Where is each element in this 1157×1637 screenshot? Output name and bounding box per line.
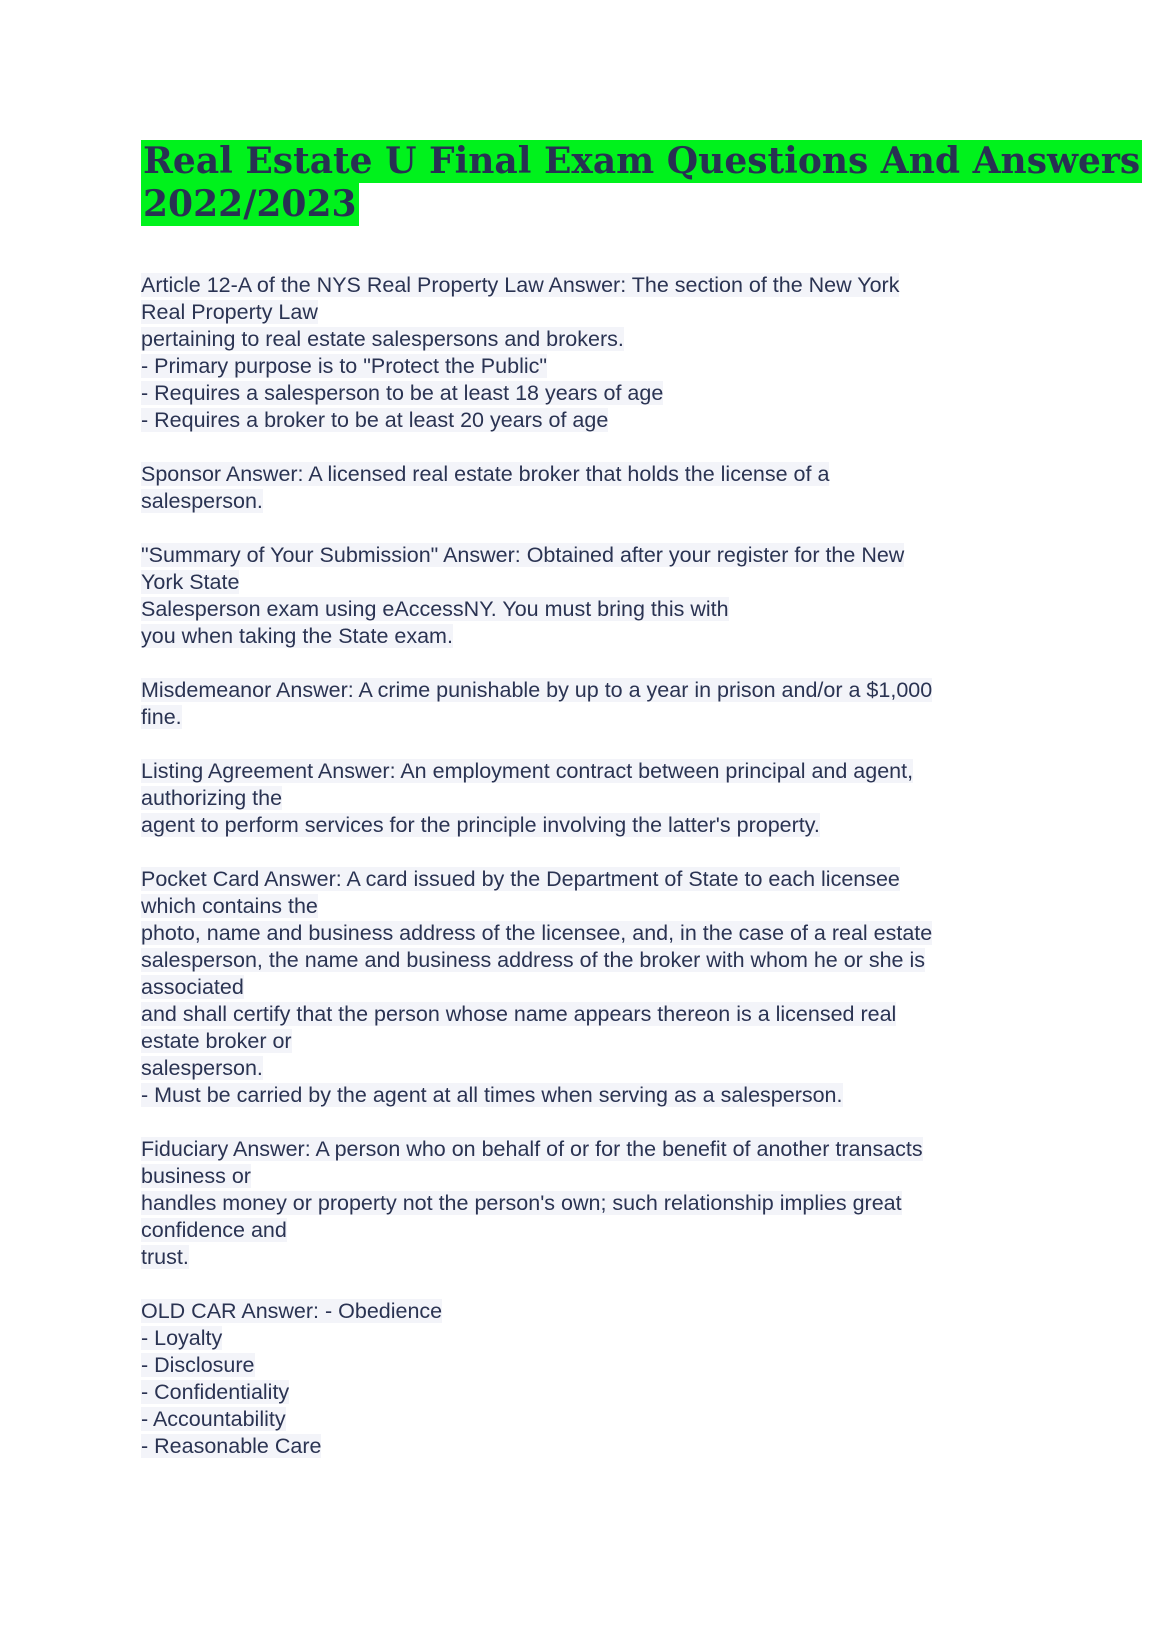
- qa-line: [141, 974, 1041, 1001]
- qa-line-text: handles money or property not the person's own; such relationship implies great: [141, 1191, 902, 1215]
- qa-line: [141, 542, 1041, 569]
- qa-line-text: Salesperson exam using eAccessNY. You must bring this with: [141, 597, 729, 621]
- qa-entry: [141, 758, 1041, 839]
- qa-line-text: - Accountability: [141, 1407, 286, 1431]
- qa-line-text: "Summary of Your Submission" Answer: Obtained after your register for the New: [141, 543, 905, 567]
- qa-line-text: business or: [141, 1164, 251, 1188]
- qa-line-text: and shall certify that the person whose name appears thereon is a licensed real: [141, 1002, 897, 1026]
- qa-line-text: Listing Agreement Answer: An employment contract between principal and agent,: [141, 759, 914, 783]
- qa-line: [141, 1379, 1041, 1406]
- qa-line: [141, 569, 1041, 596]
- qa-line: [141, 1082, 1041, 1109]
- qa-line-text: authorizing the: [141, 786, 283, 810]
- qa-line: [141, 461, 1041, 488]
- qa-line: [141, 380, 1041, 407]
- qa-line: [141, 1163, 1041, 1190]
- qa-line: [141, 596, 1041, 623]
- qa-line-text: salesperson.: [141, 1056, 263, 1080]
- qa-line: [141, 326, 1041, 353]
- qa-line: [141, 1055, 1041, 1082]
- qa-line: [141, 812, 1041, 839]
- qa-line-text: trust.: [141, 1245, 189, 1269]
- qa-line: [141, 866, 1041, 893]
- qa-line-text: fine.: [141, 705, 182, 729]
- qa-line-text: OLD CAR Answer: - Obedience: [141, 1299, 443, 1323]
- qa-line: [141, 1217, 1041, 1244]
- qa-line: [141, 1352, 1041, 1379]
- qa-line-text: pertaining to real estate salespersons and brokers.: [141, 327, 624, 351]
- qa-line-text: Pocket Card Answer: A card issued by the Department of State to each licensee: [141, 867, 900, 891]
- qa-line: [141, 920, 1041, 947]
- qa-line: [141, 353, 1041, 380]
- qa-line: [141, 1406, 1041, 1433]
- qa-line: [141, 893, 1041, 920]
- qa-line: [141, 488, 1041, 515]
- qa-line: [141, 1001, 1041, 1028]
- qa-line-text: - Confidentiality: [141, 1380, 290, 1404]
- qa-line: [141, 1244, 1041, 1271]
- qa-line-text: Sponsor Answer: A licensed real estate broker that holds the license of a: [141, 462, 830, 486]
- qa-line-text: Misdemeanor Answer: A crime punishable by up to a year in prison and/or a $1,000: [141, 678, 933, 702]
- qa-line-text: salesperson, the name and business address of the broker with whom he or she is: [141, 948, 925, 972]
- qa-line-text: you when taking the State exam.: [141, 624, 453, 648]
- qa-entry: [141, 461, 1041, 515]
- qa-line-text: - Disclosure: [141, 1353, 255, 1377]
- qa-line: [141, 704, 1041, 731]
- qa-line: [141, 947, 1041, 974]
- qa-line-text: Real Property Law: [141, 300, 318, 324]
- qa-line: [141, 1136, 1041, 1163]
- document-title: [141, 140, 1141, 226]
- qa-line-text: Fiduciary Answer: A person who on behalf of or for the benefit of another transacts: [141, 1137, 923, 1161]
- qa-list: [141, 272, 1041, 1487]
- qa-line: [141, 1325, 1041, 1352]
- title-line-1: Real Estate U Final Exam Questions And Answers: [143, 140, 1141, 182]
- qa-line: [141, 1298, 1041, 1325]
- qa-line-text: - Requires a broker to be at least 20 years of age: [141, 408, 609, 432]
- qa-line-text: photo, name and business address of the licensee, and, in the case of a real estate: [141, 921, 933, 945]
- qa-entry: [141, 677, 1041, 731]
- qa-line-text: agent to perform services for the principle involving the latter's property.: [141, 813, 820, 837]
- qa-line-text: confidence and: [141, 1218, 287, 1242]
- qa-line: [141, 1433, 1041, 1460]
- qa-line: [141, 677, 1041, 704]
- qa-line-text: - Requires a salesperson to be at least 18 years of age: [141, 381, 664, 405]
- qa-line-text: which contains the: [141, 894, 318, 918]
- qa-line-text: salesperson.: [141, 489, 263, 513]
- qa-line-text: associated: [141, 975, 244, 999]
- qa-entry: [141, 866, 1041, 1109]
- qa-line: [141, 407, 1041, 434]
- qa-line-text: - Reasonable Care: [141, 1434, 322, 1458]
- title-line-2: 2022/2023: [143, 183, 357, 225]
- qa-line: [141, 623, 1041, 650]
- qa-line-text: Article 12-A of the NYS Real Property Law Answer: The section of the New York: [141, 273, 900, 297]
- qa-line-text: - Loyalty: [141, 1326, 223, 1350]
- qa-line-text: - Must be carried by the agent at all times when serving as a salesperson.: [141, 1083, 843, 1107]
- qa-entry: [141, 542, 1041, 650]
- qa-entry: [141, 1298, 1041, 1460]
- qa-entry: [141, 272, 1041, 434]
- qa-line: [141, 272, 1041, 299]
- qa-line: [141, 1190, 1041, 1217]
- qa-line: [141, 1028, 1041, 1055]
- qa-line: [141, 785, 1041, 812]
- qa-entry: [141, 1136, 1041, 1271]
- qa-line-text: - Primary purpose is to "Protect the Public": [141, 354, 548, 378]
- qa-line: [141, 299, 1041, 326]
- qa-line: [141, 758, 1041, 785]
- qa-line-text: estate broker or: [141, 1029, 292, 1053]
- qa-line-text: York State: [141, 570, 240, 594]
